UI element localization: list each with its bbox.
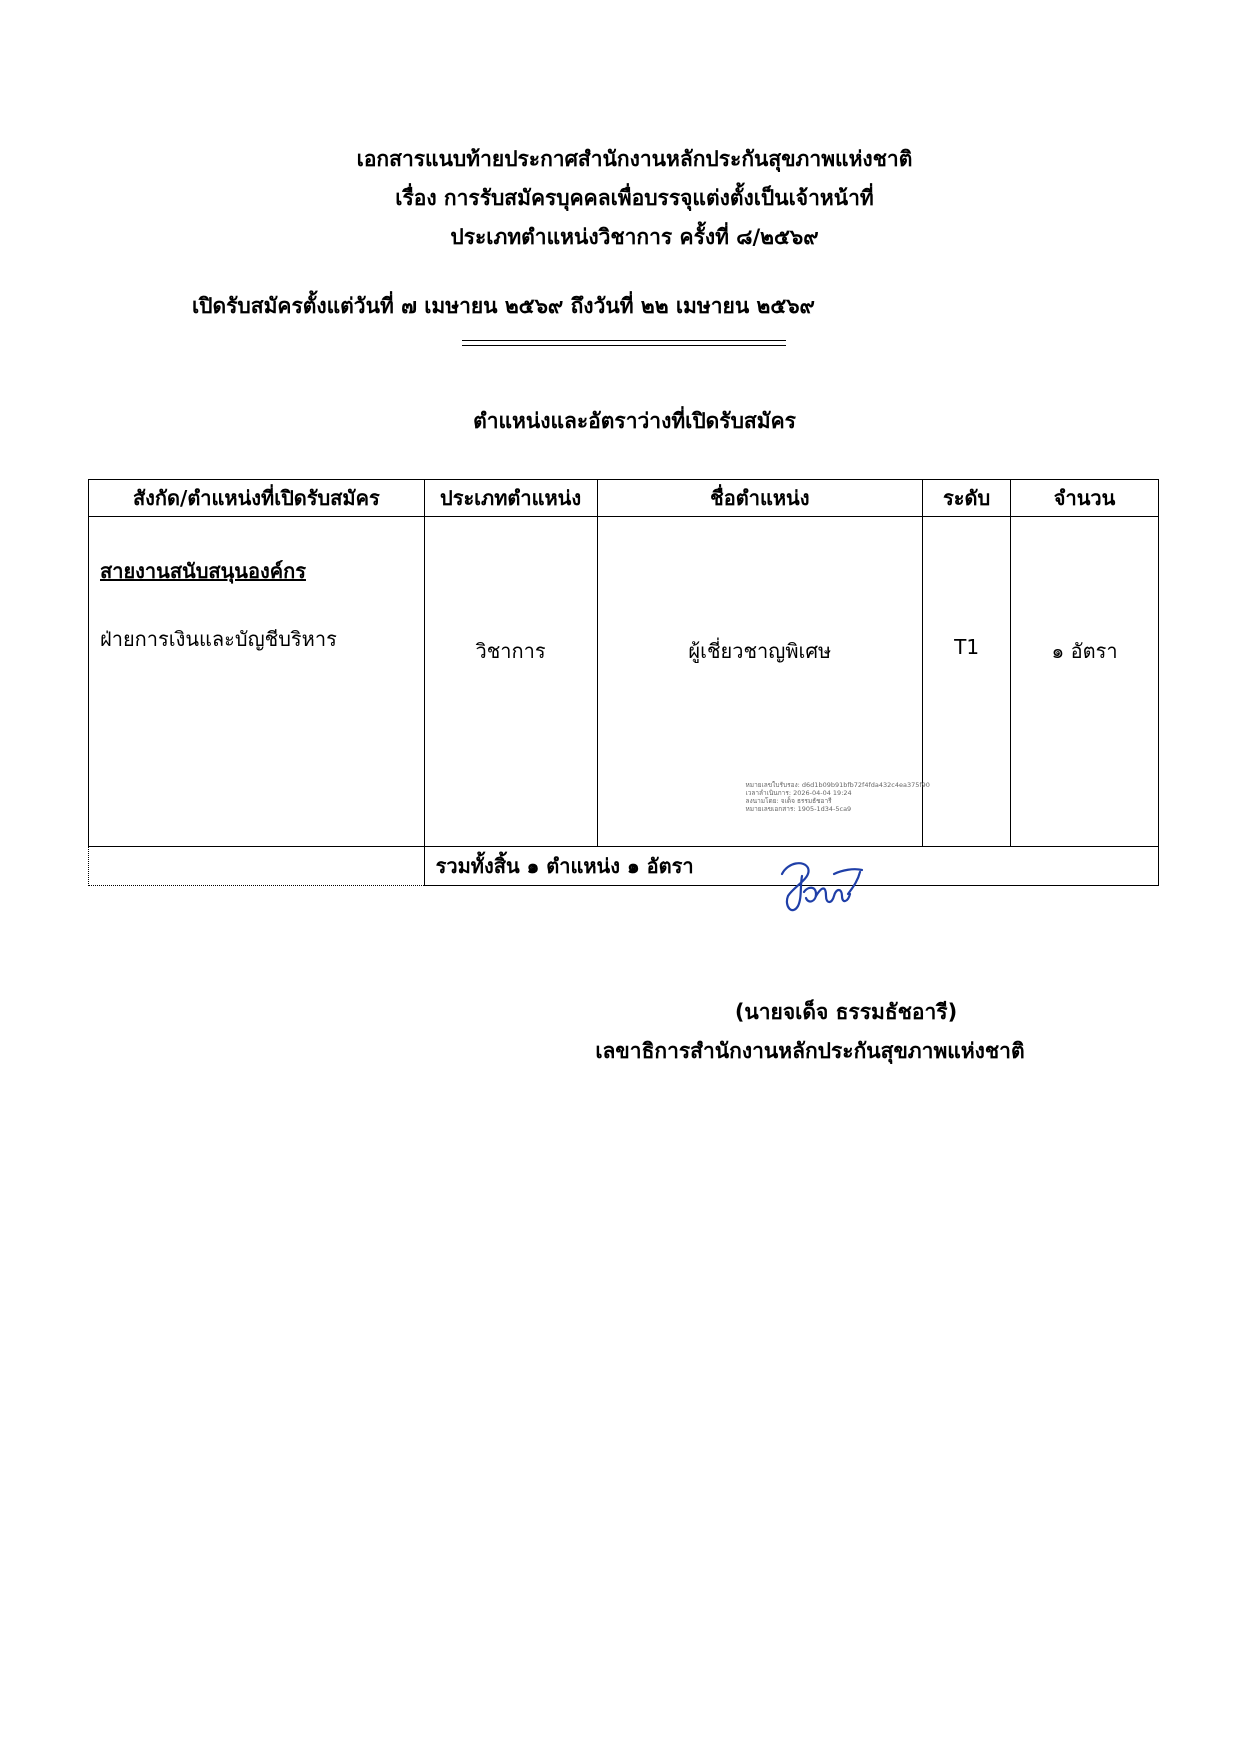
header-affiliation: สังกัด/ตำแหน่งที่เปิดรับสมัคร xyxy=(89,480,425,517)
table-row xyxy=(89,517,1159,847)
stamp-certificate: หมายเลขใบรับรอง: d6d1b09b91bfb72f4fda432c4ea375f90 xyxy=(745,781,930,789)
position-name-cell xyxy=(597,517,930,847)
total-summary: รวมทั้งสิ้น ๑ ตำแหน่ง ๑ อัตรา xyxy=(424,847,1158,886)
application-period: เปิดรับสมัครตั้งแต่วันที่ ๗ เมษายน ๒๕๖๙ ถึงวันที่ ๒๒ เมษายน ๒๕๖๙ xyxy=(192,294,815,318)
header-position-name: ชื่อตำแหน่ง xyxy=(597,480,923,517)
handwritten-signature xyxy=(774,856,864,924)
position-type-cell xyxy=(424,517,597,847)
table-title: ตำแหน่งและอัตราว่างที่เปิดรับสมัคร xyxy=(473,409,796,433)
unit-name: สายงานสนับสนุนองค์กร xyxy=(100,559,306,583)
stamp-signer: ลงนามโดย: จเด็จ ธรรมธัชอารี xyxy=(745,797,832,805)
position-name: ผู้เชี่ยวชาญพิเศษ xyxy=(688,639,832,663)
signer-name: (นายจเด็จ ธรรมธัชอารี) xyxy=(734,1000,958,1024)
header-line-2: เรื่อง การรับสมัครบุคคลเพื่อบรรจุแต่งตั้งเป็นเจ้าหน้าที่ xyxy=(395,186,874,210)
department-name: ฝ่ายการเงินและบัญชีบริหาร xyxy=(100,627,337,651)
signer-title: เลขาธิการสำนักงานหลักประกันสุขภาพแห่งชาติ xyxy=(595,1039,1025,1063)
table-total-row xyxy=(89,847,1159,886)
position-count: ๑ อัตรา xyxy=(1051,639,1118,663)
header-position-type: ประเภทตำแหน่ง xyxy=(424,480,597,517)
header-line-3: ประเภทตำแหน่งวิชาการ ครั้งที่ ๘/๒๕๖๙ xyxy=(450,225,819,249)
document-header xyxy=(0,140,1241,257)
positions-table xyxy=(88,479,1159,886)
total-empty-cell xyxy=(89,847,425,886)
count-cell xyxy=(1011,517,1159,847)
header-line-1: เอกสารแนบท้ายประกาศสำนักงานหลักประกันสุขภาพแห่งชาติ xyxy=(356,147,913,171)
stamp-time: เวลาลำเนินการ: 2026-04-04 19:24 xyxy=(745,789,852,797)
table-header-row xyxy=(89,480,1159,517)
affiliation-cell xyxy=(89,517,425,847)
header-level: ระดับ xyxy=(923,480,1011,517)
position-type: วิชาการ xyxy=(475,639,546,663)
position-level: T1 xyxy=(954,635,980,659)
double-underline-divider xyxy=(462,340,786,346)
header-count: จำนวน xyxy=(1011,480,1159,517)
digital-signature-stamp xyxy=(746,781,930,813)
signature-block xyxy=(580,993,1040,1071)
level-cell xyxy=(923,517,1011,847)
stamp-document-number: หมายเลขเอกสาร: 1905-1d34-5ca9 xyxy=(745,805,852,813)
